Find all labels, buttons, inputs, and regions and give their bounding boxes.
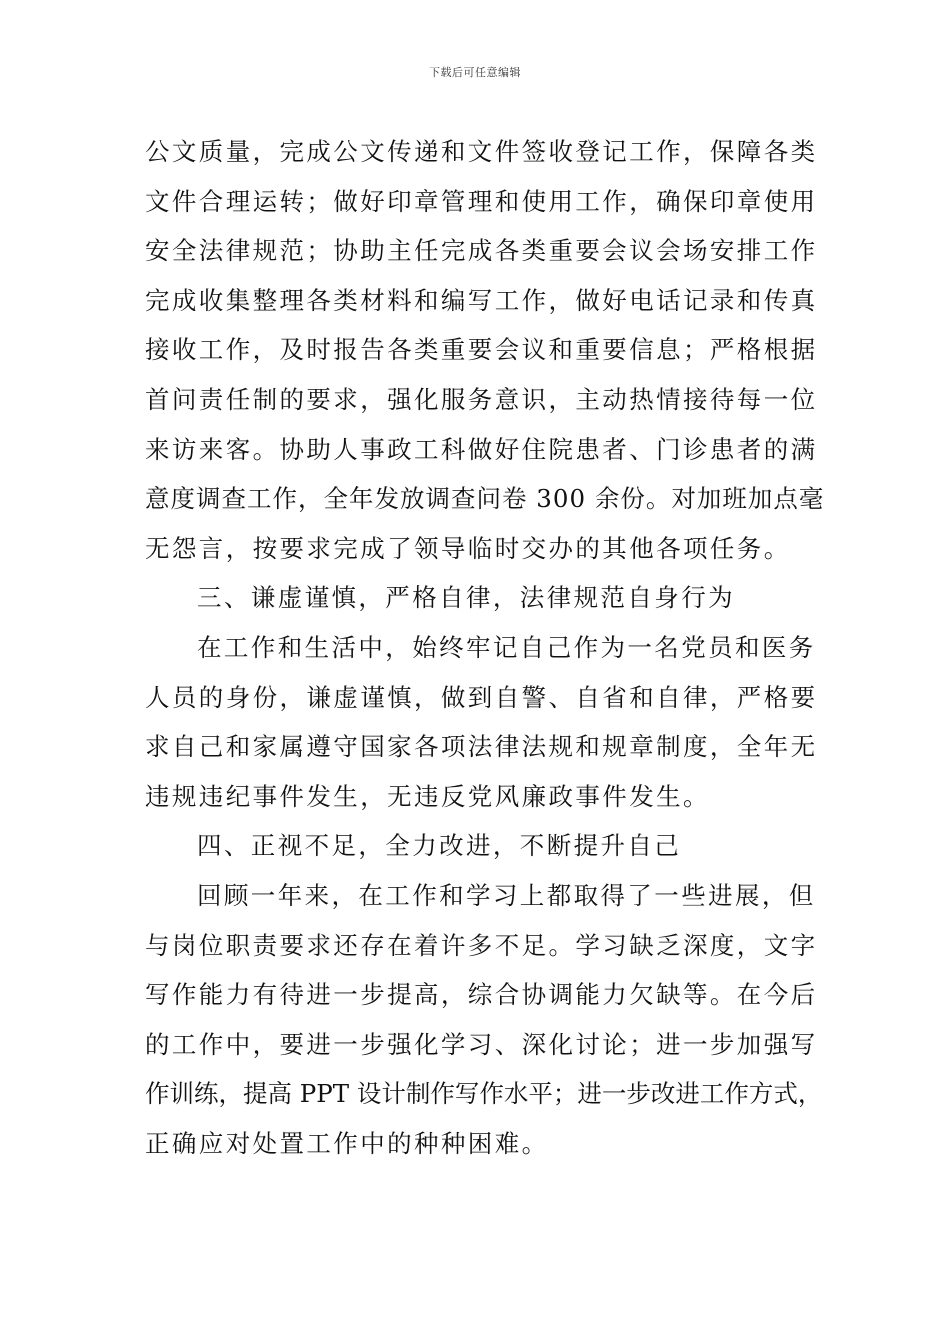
text-line: 回顾一年来，在工作和学习上都取得了一些进展，但 xyxy=(197,880,816,910)
text-line: 人员的身份，谦虚谨慎，做到自警、自省和自律，严格要 xyxy=(145,682,818,712)
text-line: 接收工作，及时报告各类重要会议和重要信息；严格根据 xyxy=(145,335,818,365)
text-line: 的工作中，要进一步强化学习、深化讨论；进一步加强写 xyxy=(145,1029,818,1059)
text-line: 完成收集整理各类材料和编写工作，做好电话记录和传真 xyxy=(145,285,818,315)
page-header: 下载后可任意编辑 xyxy=(429,66,521,79)
text-line: 首问责任制的要求，强化服务意识，主动热情接待每一位 xyxy=(145,384,818,414)
text-line: 与岗位职责要求还存在着许多不足。学习缺乏深度，文字 xyxy=(145,930,818,960)
text-line: 写作能力有待进一步提高，综合协调能力欠缺等。在今后 xyxy=(145,980,818,1010)
text-line: 作训练，提高 PPT 设计制作写作水平；进一步改进工作方式， xyxy=(145,1079,823,1109)
text-line: 意度调查工作，全年发放调查问卷 300 余份。对加班加点毫 xyxy=(145,484,825,514)
text-line: 三、谦虚谨慎，严格自律，法律规范自身行为 xyxy=(197,583,735,613)
text-line: 求自己和家属遵守国家各项法律法规和规章制度，全年无 xyxy=(145,732,818,762)
document-body xyxy=(145,127,825,1168)
text-line: 无怨言，按要求完成了领导临时交办的其他各项任务。 xyxy=(145,533,791,563)
text-line: 公文质量，完成公文传递和文件签收登记工作，保障各类 xyxy=(145,137,818,166)
text-line: 安全法律规范；协助主任完成各类重要会议会场安排工作 xyxy=(145,236,818,266)
text-line: 在工作和生活中，始终牢记自己作为一名党员和医务 xyxy=(197,632,816,662)
text-line: 来访来客。协助人事政工科做好住院患者、门诊患者的满 xyxy=(145,434,818,464)
text-line: 四、正视不足，全力改进，不断提升自己 xyxy=(197,831,682,861)
text-line: 正确应对处置工作中的种种困难。 xyxy=(145,1128,549,1158)
text-line: 违规违纪事件发生，无违反党风廉政事件发生。 xyxy=(145,781,710,811)
text-line: 文件合理运转；做好印章管理和使用工作，确保印章使用 xyxy=(145,186,818,216)
